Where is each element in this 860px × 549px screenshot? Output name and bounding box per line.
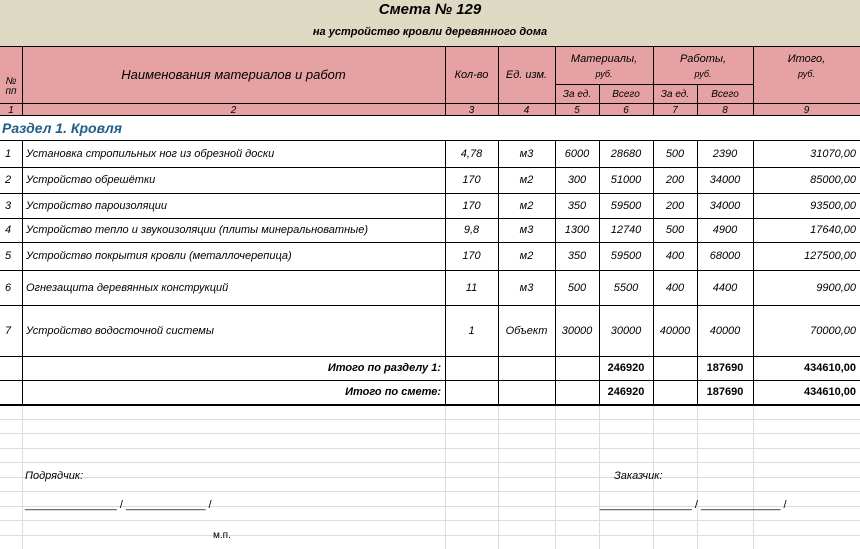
row-qty: 9,8: [463, 224, 480, 236]
row-unit: м2: [519, 199, 534, 212]
grand-total-label: Итого по смете:: [345, 386, 441, 398]
col-number: 5: [574, 104, 580, 116]
row-name: Устройство покрытия кровли (металлочерепица): [26, 250, 292, 262]
grid-line: [22, 404, 23, 549]
row-mat-unit: 350: [567, 250, 587, 262]
grid-line: [753, 404, 754, 549]
row-unit: Объект: [505, 324, 548, 337]
row-mat-unit: 500: [567, 281, 587, 294]
customer-label: Заказчик:: [614, 470, 663, 482]
grid-line: [0, 520, 860, 521]
grand-total-work-all: 187690: [706, 386, 744, 398]
row-total: 31070,00: [810, 147, 856, 160]
row-work-all: 34000: [709, 199, 741, 212]
row-mat-unit: 300: [567, 174, 587, 186]
grid-line: [0, 419, 860, 420]
section-title: Раздел 1. Кровля: [2, 120, 122, 136]
header-total: Итого,: [787, 53, 826, 65]
row-unit: м2: [519, 174, 534, 186]
grand-total-mat-all: 246920: [607, 386, 645, 398]
row-unit: м3: [519, 147, 534, 160]
row-qty: 170: [462, 174, 481, 186]
grid-line: [0, 535, 860, 536]
row-work-all: 68000: [709, 250, 741, 262]
row-mat-all: 59500: [610, 199, 642, 212]
grid-line: [445, 404, 446, 549]
row-work-unit: 500: [665, 147, 685, 160]
grid-line: [0, 477, 860, 478]
header-materials: Материалы,: [570, 53, 638, 65]
row-n: 7: [5, 324, 12, 337]
row-mat-unit: 1300: [564, 224, 590, 236]
row-work-unit: 400: [665, 250, 685, 262]
row-work-all: 4900: [712, 224, 738, 236]
header-work-all: Всего: [711, 88, 739, 100]
row-total: 93500,00: [810, 199, 856, 212]
row-mat-all: 5500: [613, 281, 639, 294]
subtotal-mat-all: 246920: [607, 362, 645, 374]
contractor-signature-line: _______________ / _____________ /: [25, 499, 212, 511]
row-qty: 4,78: [460, 147, 483, 160]
header-name: Наименования материалов и работ: [121, 67, 346, 82]
header-total-unit: руб.: [798, 69, 815, 79]
row-n: 2: [5, 174, 12, 186]
row-unit: м3: [519, 281, 534, 294]
col-number: 6: [623, 104, 629, 116]
row-qty: 170: [462, 250, 481, 262]
header-works-unit: руб.: [694, 69, 712, 79]
row-total: 127500,00: [804, 250, 856, 262]
row-total: 70000,00: [810, 324, 856, 337]
row-work-unit: 500: [665, 224, 685, 236]
row-total: 9900,00: [816, 281, 856, 294]
col-number: 7: [672, 104, 678, 116]
col-number: 2: [230, 104, 237, 116]
row-mat-all: 28680: [610, 147, 642, 160]
row-name: Огнезащита деревянных конструкций: [26, 281, 229, 294]
row-name: Устройство водосточной системы: [26, 324, 214, 337]
row-unit: м2: [519, 250, 534, 262]
grid-line: [498, 404, 499, 549]
header-unit: Ед. изм.: [505, 68, 548, 81]
grid-line: [0, 462, 860, 463]
row-qty: 170: [462, 199, 481, 212]
row-work-unit: 200: [665, 174, 685, 186]
subtotal-label: Итого по разделу 1:: [327, 362, 441, 374]
row-work-unit: 400: [665, 281, 685, 294]
row-n: 5: [5, 250, 12, 262]
grid-line: [697, 404, 698, 549]
row-n: 1: [5, 147, 12, 160]
row-work-unit: 200: [665, 199, 685, 212]
contractor-label: Подрядчик:: [25, 470, 84, 482]
row-mat-unit: 6000: [564, 147, 590, 160]
row-mat-all: 51000: [610, 174, 642, 186]
row-mat-all: 59500: [610, 250, 642, 262]
subtotal-work-all: 187690: [706, 362, 744, 374]
row-qty: 1: [468, 324, 475, 337]
row-mat-all: 12740: [610, 224, 642, 236]
grid-line: [0, 491, 860, 492]
row-mat-all: 30000: [610, 324, 642, 337]
col-number: 4: [523, 104, 530, 116]
subtotal-total: 434610,00: [804, 362, 856, 374]
estimate-title: Смета № 129: [378, 1, 482, 18]
row-n: 4: [5, 224, 12, 236]
row-work-all: 4400: [712, 281, 738, 294]
estimate-subtitle: на устройство кровли деревянного дома: [312, 26, 548, 38]
row-work-all: 34000: [709, 174, 741, 186]
col-number: 8: [722, 104, 728, 116]
row-work-all: 2390: [712, 147, 738, 160]
header-mat-all: Всего: [612, 88, 640, 100]
header-work-per-unit: За ед.: [660, 88, 690, 100]
row-name: Устройство обрешётки: [26, 174, 156, 186]
row-unit: м3: [519, 224, 534, 236]
col-number: 1: [8, 104, 14, 116]
grid-line: [555, 404, 556, 549]
col-number: 3: [468, 104, 475, 116]
row-n: 3: [5, 199, 12, 212]
row-mat-unit: 350: [567, 199, 587, 212]
row-n: 6: [5, 281, 12, 294]
stamp-label: м.п.: [213, 529, 231, 541]
header-works: Работы,: [679, 53, 727, 65]
header-num: № пп: [5, 76, 17, 97]
grid-line: [0, 433, 860, 434]
row-total: 17640,00: [810, 224, 856, 236]
header-mat-per-unit: За ед.: [562, 88, 592, 100]
grid-line: [0, 448, 860, 449]
row-work-unit: 40000: [659, 324, 691, 337]
header-materials-unit: руб.: [595, 69, 613, 79]
grid-line: [599, 404, 600, 549]
row-name: Установка стропильных ног из обрезной доски: [26, 147, 275, 160]
row-line: [0, 404, 860, 406]
row-total: 85000,00: [810, 174, 856, 186]
row-mat-unit: 30000: [561, 324, 593, 337]
row-qty: 11: [465, 281, 478, 294]
row-name: Устройство пароизоляции: [26, 199, 168, 212]
row-name: Устройство тепло и звукоизоляции (плиты минеральноватные): [26, 224, 369, 236]
col-number: 9: [803, 104, 810, 116]
header-qty: Кол-во: [454, 68, 489, 81]
row-work-all: 40000: [709, 324, 741, 337]
grand-total-total: 434610,00: [804, 386, 856, 398]
customer-signature-line: _______________ / _____________ /: [600, 499, 787, 511]
